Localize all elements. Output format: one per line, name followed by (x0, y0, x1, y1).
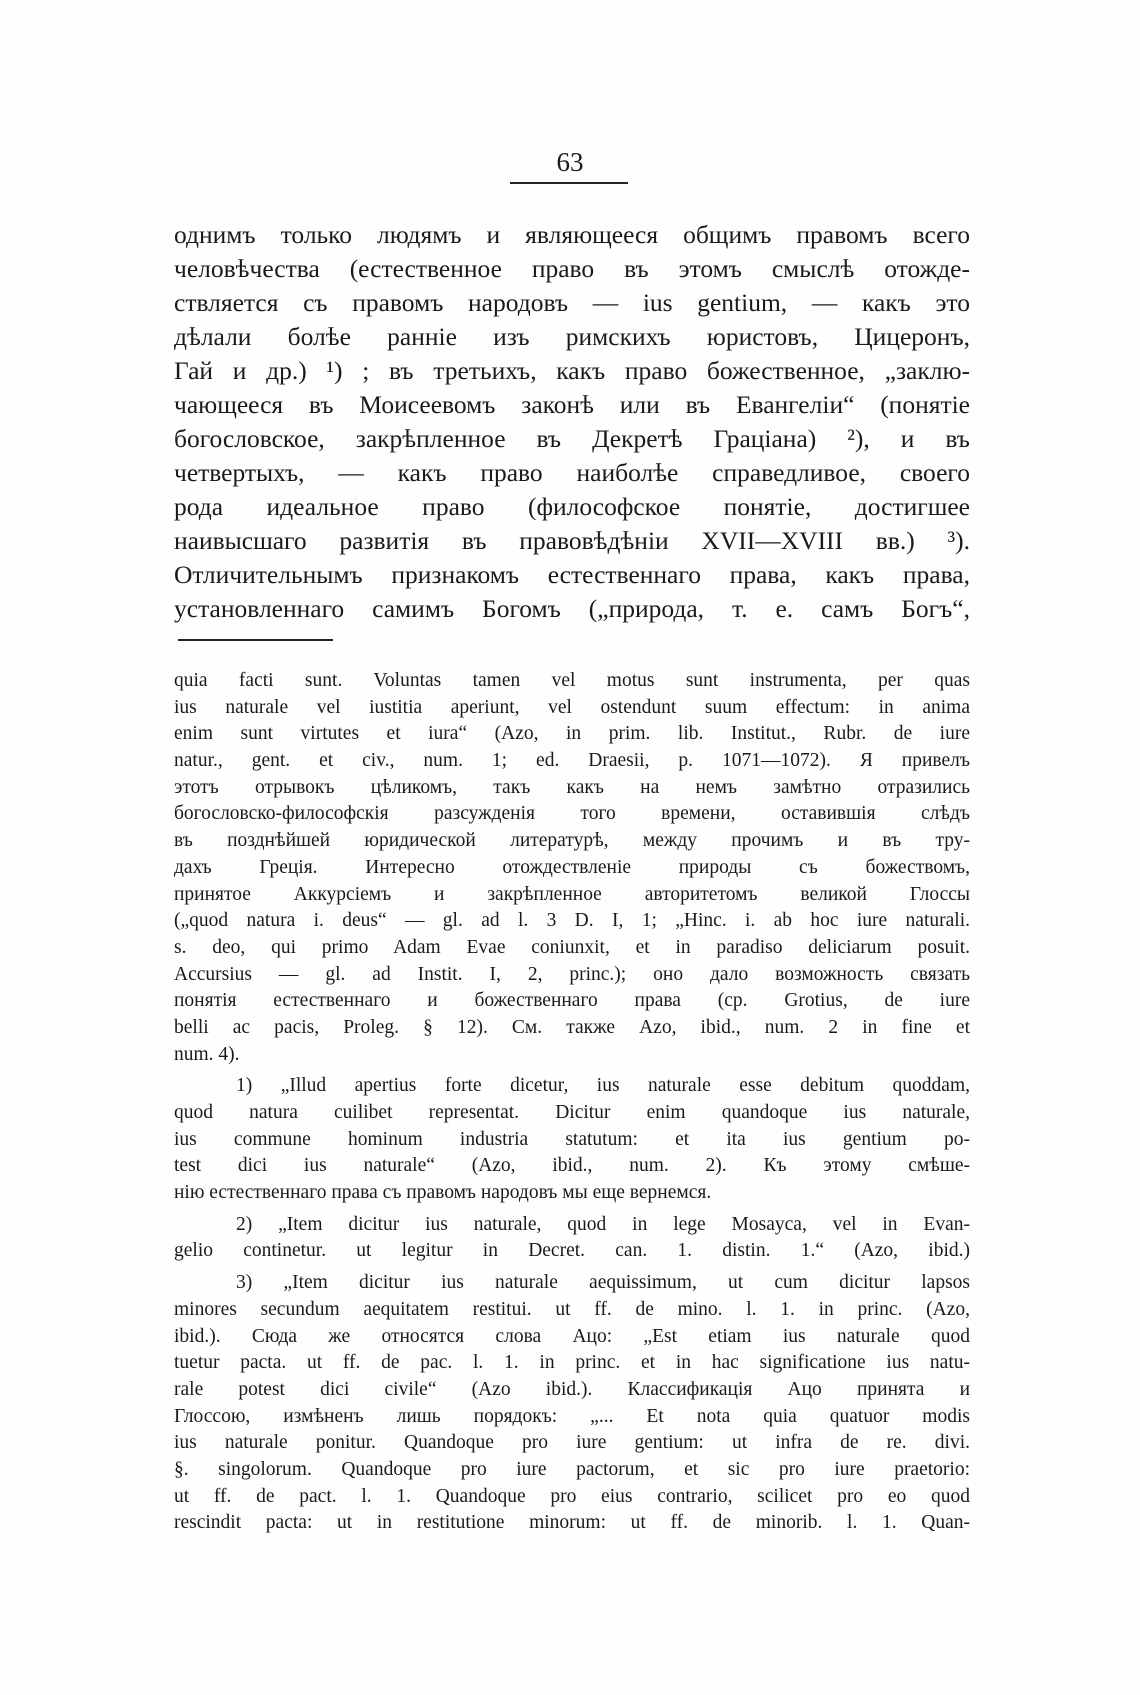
page-number-rule (510, 182, 628, 184)
main-text-line: рода идеальное право (философское понятiе, достигшее (174, 492, 970, 521)
page-number: 63 (556, 147, 584, 177)
footnote-line: quia facti sunt. Voluntas tamen vel motus sunt instrumenta, per quas (174, 670, 970, 691)
main-text-line: чающееся въ Моисеевомъ законѣ или въ Евангелiи“ (понятiе (174, 390, 970, 419)
footnote-line: rescindit pacta: ut in restitutione minorum: ut ff. de minorib. l. 1. Quan- (174, 1512, 970, 1534)
main-text (174, 218, 970, 626)
main-text-line: дѣлали болѣе раннiе изъ римскихъ юристовъ, Цицеронъ, (174, 322, 970, 351)
main-text-line: богословское, закрѣпленное въ Декретѣ Грацiана) ²), и въ (174, 424, 970, 453)
footnote-line: tuetur pacta. ut ff. de pac. l. 1. in princ. et in hac significatione ius natu- (174, 1352, 970, 1374)
footnote-2 (174, 1212, 970, 1265)
footnote-line: belli ac pacis, Proleg. § 12). См. также Azo, ibid., num. 2 in fine et (174, 1016, 970, 1038)
footnote-line: quod natura cuilibet representat. Dicitur enim quandoque ius naturale, (174, 1102, 970, 1123)
footnote-line: ut ff. de pact. l. 1. Quandoque pro eius contrario, scilicet pro eo quod (174, 1485, 970, 1507)
main-text-line: однимъ только людямъ и являющееся общимъ правомъ всего (174, 220, 970, 249)
main-text-line: ствляется съ правомъ народовъ — ius gentium, — какъ это (174, 288, 970, 317)
footnote-line: понятiя естественнаго и божественнаго права (cp. Grotius, de iure (174, 990, 970, 1012)
footnote-line: rale potest dici civile“ (Azo ibid.). Классификацiя Ацо принята и (174, 1378, 970, 1400)
footnote-line: этотъ отрывокъ цѣликомъ, такъ какъ на немъ замѣтно отразились (174, 776, 970, 798)
footnotes (174, 668, 970, 1537)
footnote-line: 2) „Item dicitur ius naturale, quod in lege Mosayca, vel in Evan- (236, 1213, 970, 1235)
main-text-line: Гай и др.) ¹) ; въ третьихъ, какъ право божественное, „заклю- (174, 356, 970, 385)
footnote-1 (174, 1073, 970, 1206)
footnote-line: Accursius — gl. ad Instit. I, 2, princ.); оно дало возможность связать (174, 963, 970, 985)
main-text-line: человѣчества (естественное право въ этомъ смыслѣ отожде- (174, 254, 970, 283)
footnote-line: („quod natura i. deus“ — gl. ad l. 3 D. I, 1; „Hinc. i. ab hoc iure naturali. (174, 910, 970, 932)
footnote-line: enim sunt virtutes et iura“ (Azo, in prim. lib. Institut., Rubr. de iure (174, 723, 970, 745)
footnote-line: ibid.). Сюда же относятся слова Ацо: „Est etiam ius naturale quod (174, 1325, 970, 1347)
footnote-line: дахъ Грецiя. Интересно отождествленiе природы съ божествомъ, (174, 856, 970, 878)
main-text-line: четвертыхъ, — какъ право наиболѣе справедливое, своего (174, 458, 970, 487)
footnote-continuation (174, 668, 970, 1068)
main-text-line: установленнаго самимъ Богомъ („природа, т. е. самъ Богъ“, (174, 594, 970, 623)
footnote-line: test dici ius naturale“ (Azo, ibid., num. 2). Къ этому смѣше- (174, 1155, 970, 1177)
footnote-line: ius naturale vel iustitia aperiunt, vel ostendunt suum effectum: in anima (174, 696, 970, 718)
footnote-line: 3) „Item dicitur ius naturale aequissimum, ut cum dicitur lapsos (236, 1272, 970, 1294)
footnote-line: ius naturale ponitur. Quandoque pro iure gentium: ut infra de re. divi. (174, 1432, 970, 1454)
footnote-line: богословско-философскiя разсужденiя того времени, оставившiя слѣдъ (174, 803, 970, 825)
footnote-line: natur., gent. et civ., num. 1; ed. Draesii, p. 1071—1072). Я привелъ (174, 750, 970, 772)
footnote-line: ius commune hominum industria statutum: et ita ius gentium po- (174, 1128, 970, 1150)
footnote-separator (178, 639, 333, 641)
footnote-3 (174, 1270, 970, 1537)
footnote-line: принятое Аккурсiемъ и закрѣпленное авторитетомъ великой Глоссы (174, 883, 970, 905)
footnote-line: num. 4). (174, 1043, 240, 1065)
footnote-line: 1) „Illud apertius forte dicetur, ius naturale esse debitum quoddam, (236, 1075, 970, 1097)
footnote-line: въ позднѣйшей юридической литературѣ, между прочимъ и въ тру- (174, 830, 970, 852)
footnote-line: s. deo, qui primo Adam Evae coniunxit, et in paradiso deliciarum posuit. (174, 936, 970, 958)
footnote-line: minores secundum aequitatem restitui. ut ff. de mino. l. 1. in princ. (Azo, (174, 1298, 970, 1320)
footnote-line: gelio continetur. ut legitur in Decret. can. 1. distin. 1.“ (Azo, ibid.) (174, 1240, 970, 1262)
footnote-line: нiю естественнаго права съ правомъ народовъ мы еще вернемся. (174, 1182, 712, 1204)
footnote-line: Глоссою, измѣненъ лишь порядокъ: „... Et nota quia quatuor modis (174, 1405, 970, 1427)
main-text-line: Отличительнымъ признакомъ естественнаго права, какъ права, (174, 560, 970, 589)
main-text-line: наивысшаго развитiя въ правовѣдѣнiи XVII—XVIII вв.) ³). (174, 526, 970, 555)
footnote-line: §. singolorum. Quandoque pro iure pactorum, et sic pro iure praetorio: (174, 1458, 970, 1480)
